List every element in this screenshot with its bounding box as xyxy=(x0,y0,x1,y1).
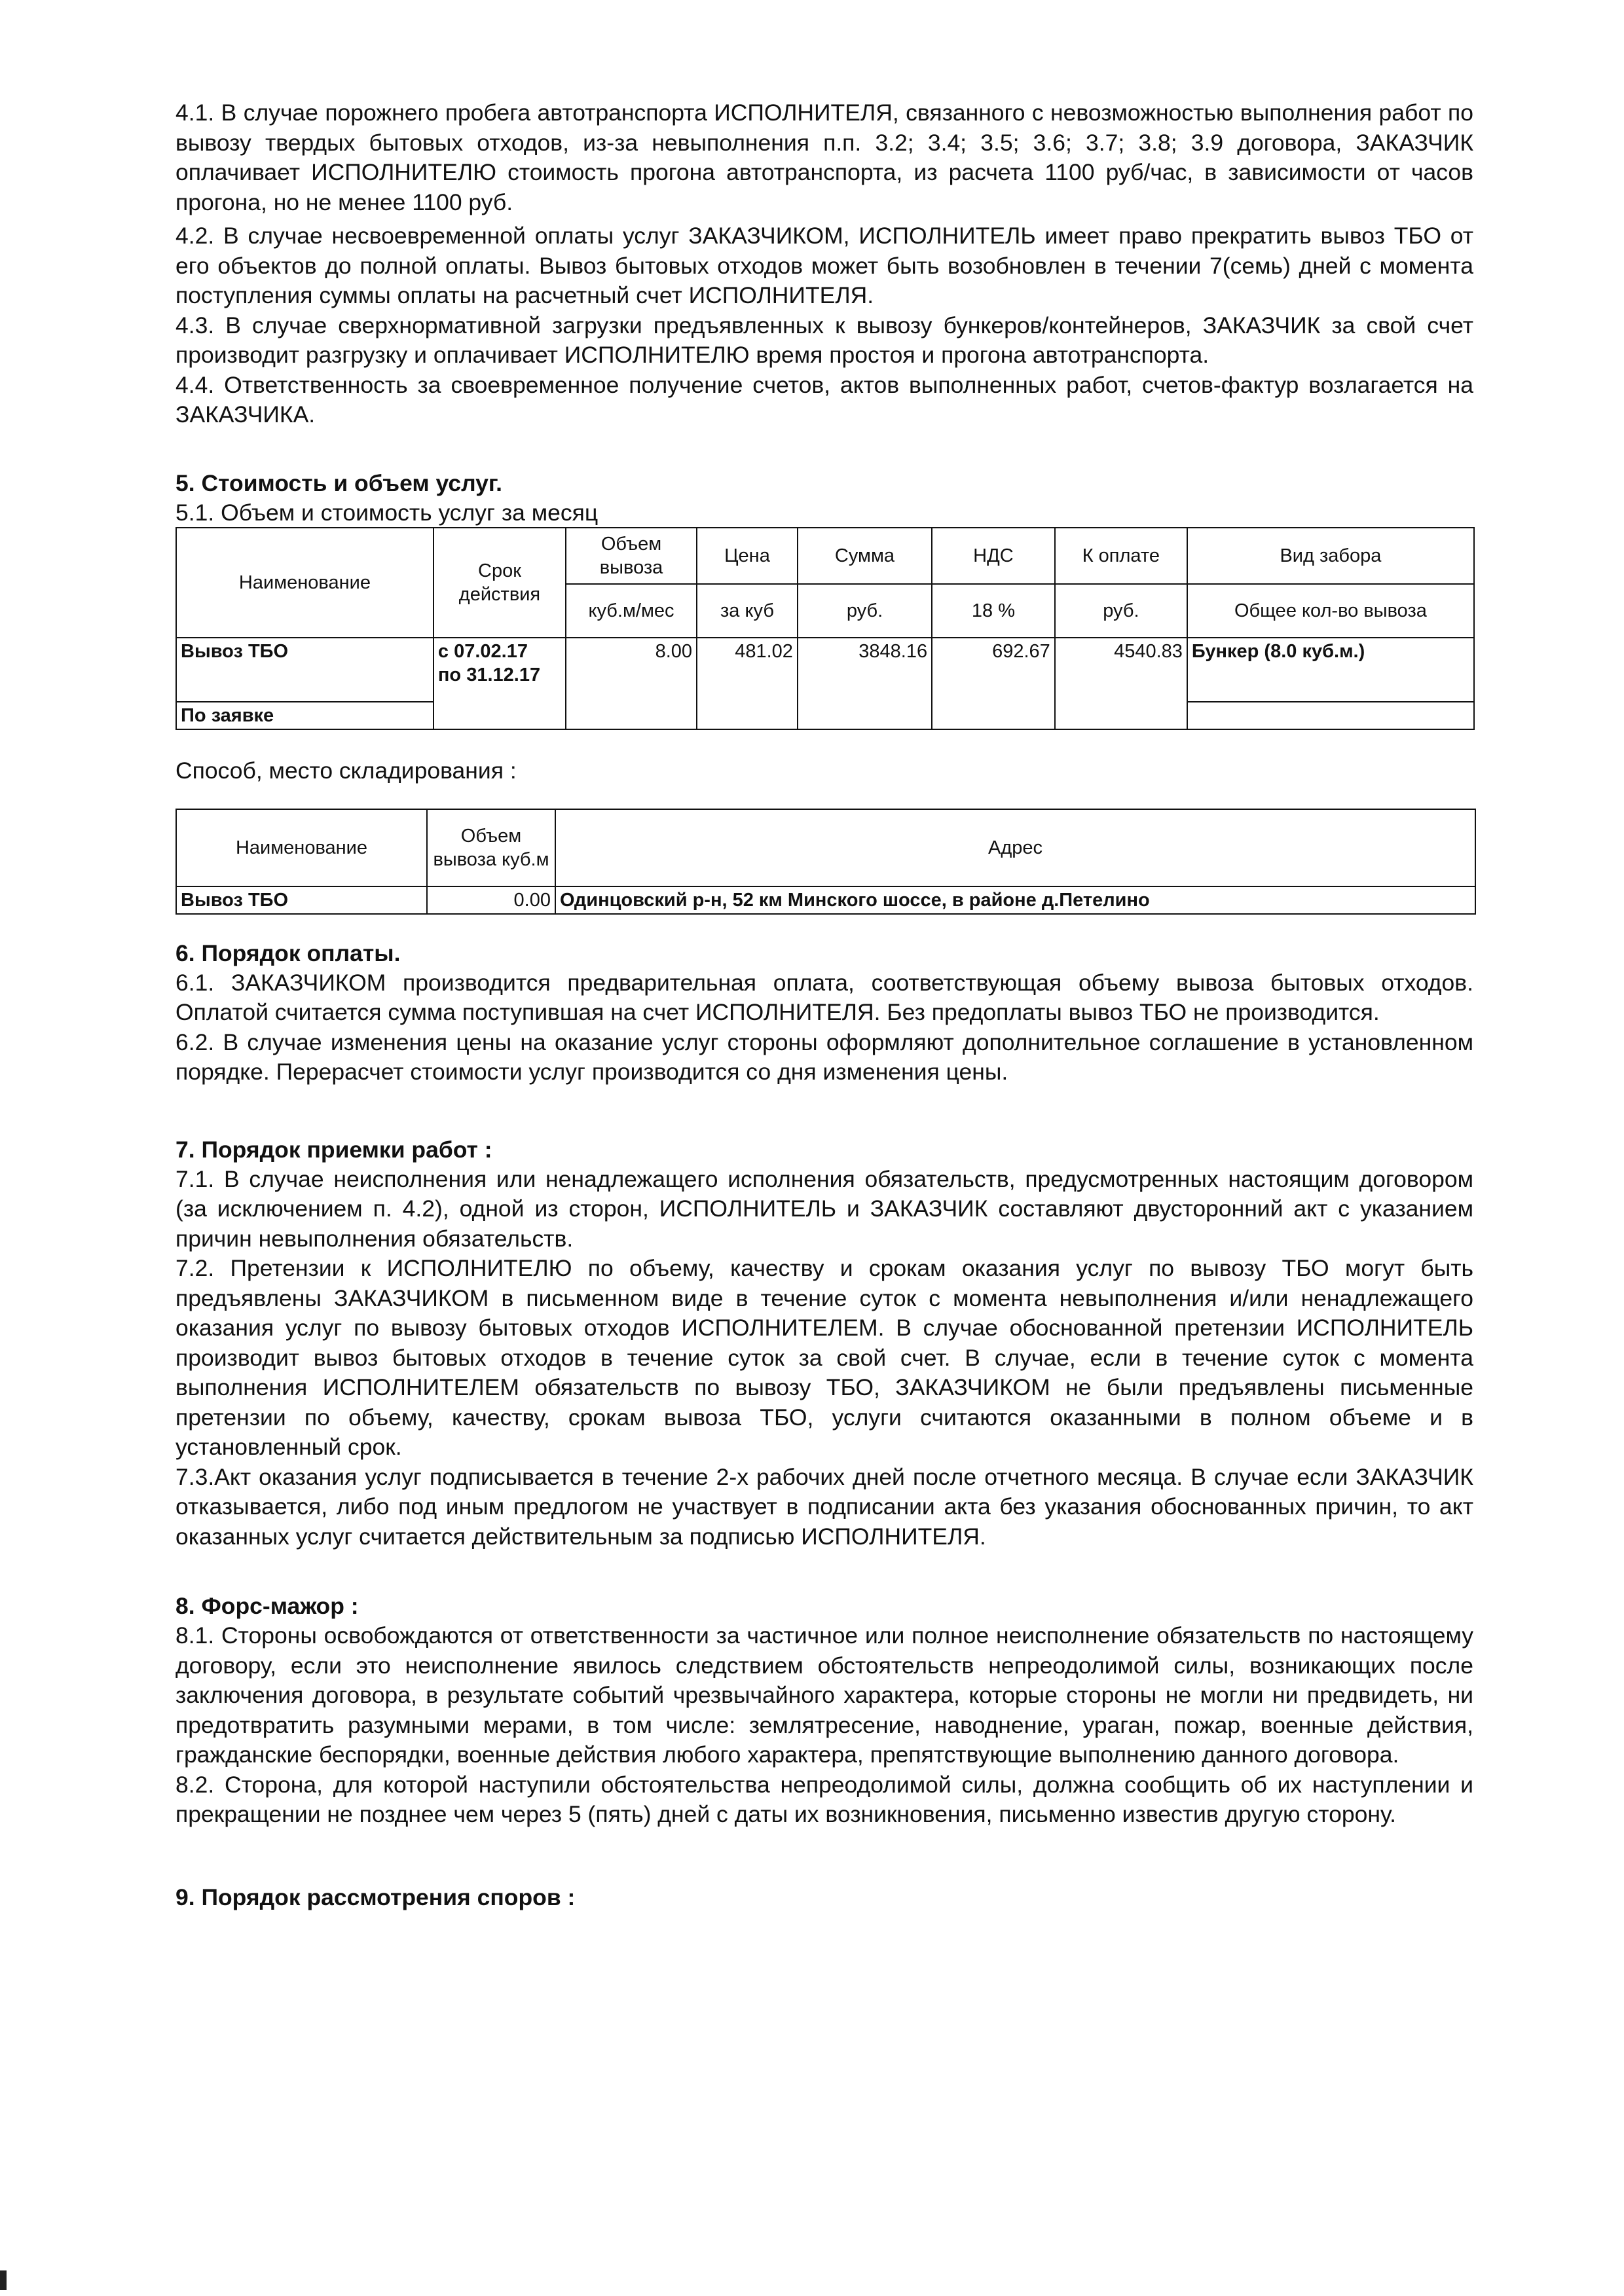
section-6-heading: 6. Порядок оплаты. xyxy=(175,939,401,966)
clause-6-1: 6.1. ЗАКАЗЧИКОМ производится предварительная оплата, соответствующая объему вывоза бытовых отходов. Оплатой считается сумма поступившая на счет ИСПОЛНИТЕЛЯ. Без предоплаты вывоз ТБО не производится. xyxy=(175,969,1473,1025)
cell-name: Вывоз ТБО xyxy=(176,638,434,702)
clause-4-4: 4.4. Ответственность за своевременное получение счетов, актов выполненных работ, счетов-фактур возлагается на ЗАКАЗЧИКА. xyxy=(175,371,1473,428)
storage-table xyxy=(175,809,1476,915)
cell-on-request: По заявке xyxy=(176,702,434,729)
cell-term xyxy=(434,638,566,729)
cell-pay: 4540.83 xyxy=(1055,638,1187,729)
storage-cell-name: Вывоз ТБО xyxy=(176,886,427,914)
table-caption-5-1: 5.1. Объем и стоимость услуг за месяц xyxy=(175,499,599,526)
clause-7-2: 7.2. Претензии к ИСПОЛНИТЕЛЮ по объему, качеству и срокам оказания услуг по вывозу ТБО могут быть предъявлены ЗАКАЗЧИКОМ в письменном виде в течение суток с момента невыполнения и/или ненадлежащего оказания услуг по вывозу бытовых отходов ИСПОЛНИТЕЛЕМ. В случае обоснованной претензии ИСПОЛНИТЕЛЬ производит вывоз бытовых отходов в течение суток за свой счет. В случае, если в течение суток с момента выполнения ИСПОЛНИТЕЛЕМ обязательств по вывозу ТБО, ЗАКАЗЧИКОМ не были предъявлены письменные претензии по объему, качеству, срокам вывоза ТБО, услуги считаются оказанными в полном объеме и в установленный срок. xyxy=(175,1255,1473,1460)
header-kind: Вид забора xyxy=(1187,528,1474,584)
header-volume-unit: куб.м/мес xyxy=(566,584,697,638)
header-sum-unit: руб. xyxy=(798,584,932,638)
clause-7-1: 7.1. В случае неисполнения или ненадлежащего исполнения обязательств, предусмотренных настоящим договором (за исключением п. 4.2), одной из сторон, ИСПОЛНИТЕЛЬ и ЗАКАЗЧИК составляют двусторонний акт с указанием причин невыполнения обязательств. xyxy=(175,1165,1473,1252)
cell-kind: Бункер (8.0 куб.м.) xyxy=(1187,638,1474,702)
section-5-heading: 5. Стоимость и объем услуг. xyxy=(175,469,502,496)
cell-term-from: с 07.02.17 xyxy=(437,640,528,662)
clause-8-1: 8.1. Стороны освобождаются от ответственности за частичное или полное неисполнение обязательств по настоящему договору, если это неисполнение явилось следствием обстоятельств непреодолимой силы, возникающих после заключения договора, в результате событий чрезвычайного характера, которые стороны не могли ни предвидеть, ни предотвратить разумными мерами, в том числе: землятресение, наводнение, ураган, пожар, военные действия, гражданские беспорядки, военные действия любого характера, препятствующие выполнению данного договора. xyxy=(175,1622,1473,1768)
cell-vat: 692.67 xyxy=(932,638,1055,729)
clause-7-3: 7.3.Акт оказания услуг подписывается в течение 2-х рабочих дней после отчетного месяца. В случае если ЗАКАЗЧИК отказывается, либо под иным предлогом не участвует в подписании акта без указания обоснованных причин, то акт оказанных услуг считается действительным за подписью ИСПОЛНИТЕЛЯ. xyxy=(175,1463,1473,1550)
storage-caption: Способ, место складирования : xyxy=(175,757,517,784)
header-kind-sub: Общее кол-во вывоза xyxy=(1187,584,1474,638)
cell-term-to: по 31.12.17 xyxy=(437,664,541,685)
header-term: Срок действия xyxy=(434,528,566,638)
cell-kind-empty xyxy=(1187,702,1474,729)
header-price-unit: за куб xyxy=(697,584,798,638)
header-vat-unit: 18 % xyxy=(932,584,1055,638)
header-vat: НДС xyxy=(932,528,1055,584)
header-name: Наименование xyxy=(176,528,434,638)
header-pay-unit: руб. xyxy=(1055,584,1187,638)
header-sum: Сумма xyxy=(798,528,932,584)
document-page xyxy=(175,98,1473,1912)
section-7-heading: 7. Порядок приемки работ : xyxy=(175,1136,492,1163)
clause-8-2: 8.2. Сторона, для которой наступили обстоятельства непреодолимой силы, должна сообщить об их наступлении и прекращении не позднее чем через 5 (пять) дней с даты их возникновения, письменно известив другую сторону. xyxy=(175,1771,1473,1827)
section-8-heading: 8. Форс-мажор : xyxy=(175,1593,359,1619)
cost-table xyxy=(175,527,1475,730)
storage-cell-volume: 0.00 xyxy=(427,886,555,914)
cell-volume: 8.00 xyxy=(566,638,697,729)
storage-cell-address: Одинцовский р-н, 52 км Минского шоссе, в районе д.Петелино xyxy=(555,886,1475,914)
clause-4-1: 4.1. В случае порожнего пробега автотранспорта ИСПОЛНИТЕЛЯ, связанного с невозможностью выполнения работ по вывозу твердых бытовых отходов, из-за невыполнения п.п. 3.2; 3.4; 3.5; 3.6; 3.7; 3.8; 3.9 договора, ЗАКАЗЧИК оплачивает ИСПОЛНИТЕЛЮ стоимость прогона автотранспорта, из расчета 1100 руб/час, в зависимости от часов прогона, но не менее 1100 руб. xyxy=(175,100,1473,215)
section-9-heading: 9. Порядок рассмотрения споров : xyxy=(175,1884,576,1910)
clause-4-2: 4.2. В случае несвоевременной оплаты услуг ЗАКАЗЧИКОМ, ИСПОЛНИТЕЛЬ имеет право прекратить вывоз ТБО от его объектов до полной оплаты. Вывоз бытовых отходов может быть возобновлен в течении 7(семь) дней с момента поступления суммы оплаты на расчетный счет ИСПОЛНИТЕЛЯ. xyxy=(175,223,1473,308)
cell-price: 481.02 xyxy=(697,638,798,729)
clause-6-2: 6.2. В случае изменения цены на оказание услуг стороны оформляют дополнительное соглашение в установленном порядке. Перерасчет стоимости услуг производится со дня изменения цены. xyxy=(175,1029,1473,1085)
storage-header-address: Адрес xyxy=(555,809,1475,886)
header-pay: К оплате xyxy=(1055,528,1187,584)
storage-header-name: Наименование xyxy=(176,809,427,886)
scan-edge-mark xyxy=(0,2270,7,2290)
header-volume: Объем вывоза xyxy=(566,528,697,584)
cell-sum: 3848.16 xyxy=(798,638,932,729)
header-price: Цена xyxy=(697,528,798,584)
clause-4-3: 4.3. В случае сверхнормативной загрузки предъявленных к вывозу бункеров/контейнеров, ЗАКАЗЧИК за свой счет производит разгрузку и оплачивает ИСПОЛНИТЕЛЮ время простоя и прогона автотранспорта. xyxy=(175,312,1473,368)
storage-header-volume: Объем вывоза куб.м xyxy=(427,809,555,886)
